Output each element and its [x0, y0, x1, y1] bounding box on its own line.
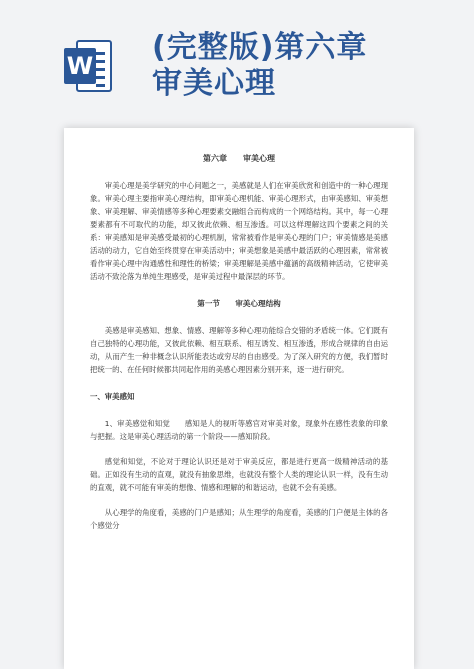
subsection-paragraph-3: 从心理学的角度看，美感的门户是感知；从生理学的角度看，美感的门户便是主体的各个感觉分: [90, 508, 388, 530]
intro-paragraph: 审美心理是美学研究的中心问题之一，美感就是人们在审美欣赏和创造中的一种心理现象。审美心理主要指审美心理结构，即审美心理机能、审美心理形式，由审美感知、审美想象、审美理解、审美情感等多种心理要素交融组合而构成的一个网络结构。其中，每一心理要素都有不可取代的功能，却又彼此依赖、相互渗透。可以这样理解这四个要素之间的关系：审美感知是审美感受最初的心理机制，常常被看作是审美心理的门户；审美情感是美感活动的动力，它自始至终贯穿在审美活动中；审美想象是美感中最活跃的心理因素，常常被看作审美心理中沟通感性和理性的桥梁；审美理解是美感中蕴涵的高级精神活动，它使审美活动不致沦落为单纯生理感受，是审美过程中最深层的环节。: [90, 181, 388, 281]
subsection-heading: 一、审美感知: [90, 392, 135, 401]
banner: [0, 0, 474, 120]
title-line-2: 审美心理: [152, 66, 276, 101]
document-page: [64, 128, 414, 669]
chapter-heading: 第六章 审美心理: [203, 154, 275, 163]
word-document-icon: [64, 40, 112, 92]
word-logo-letter: W: [64, 48, 96, 84]
subsection-paragraph-1: 1、审美感觉和知觉 感知是人的视听等感官对审美对象，现象外在感性表象的印象与把握。这是审美心理活动的第一个阶段——感知阶段。: [90, 419, 388, 441]
subsection-paragraph-2: 感觉和知觉，不论对于理论认识还是对于审美反应，都是进行更高一级精神活动的基础。正如没有生动的直观，就没有抽象思维，也就没有整个人类的理论认识一样，没有生动的直观，就不可能有审美的想像、情感和理解的和谐运动，也就不会有美感。: [90, 457, 388, 492]
page-title: [152, 30, 462, 102]
section-heading: 第一节 审美心理结构: [197, 299, 281, 308]
title-line-1: (完整版)第六章: [152, 30, 368, 65]
section-paragraph: 美感是审美感知、想象、情感、理解等多种心理功能综合交错的矛盾统一体。它们既有自己独特的心理功能，又彼此依赖、相互联系、相互诱发、相互渗透，形成合规律的自由运动，从而产生一种非概念认识所能表达或穷尽的自由感受。为了深入研究的方便，我们暂时把统一的、在任何时候都共同起作用的美感心理因素分别开来，逐一进行研究。: [90, 326, 388, 374]
